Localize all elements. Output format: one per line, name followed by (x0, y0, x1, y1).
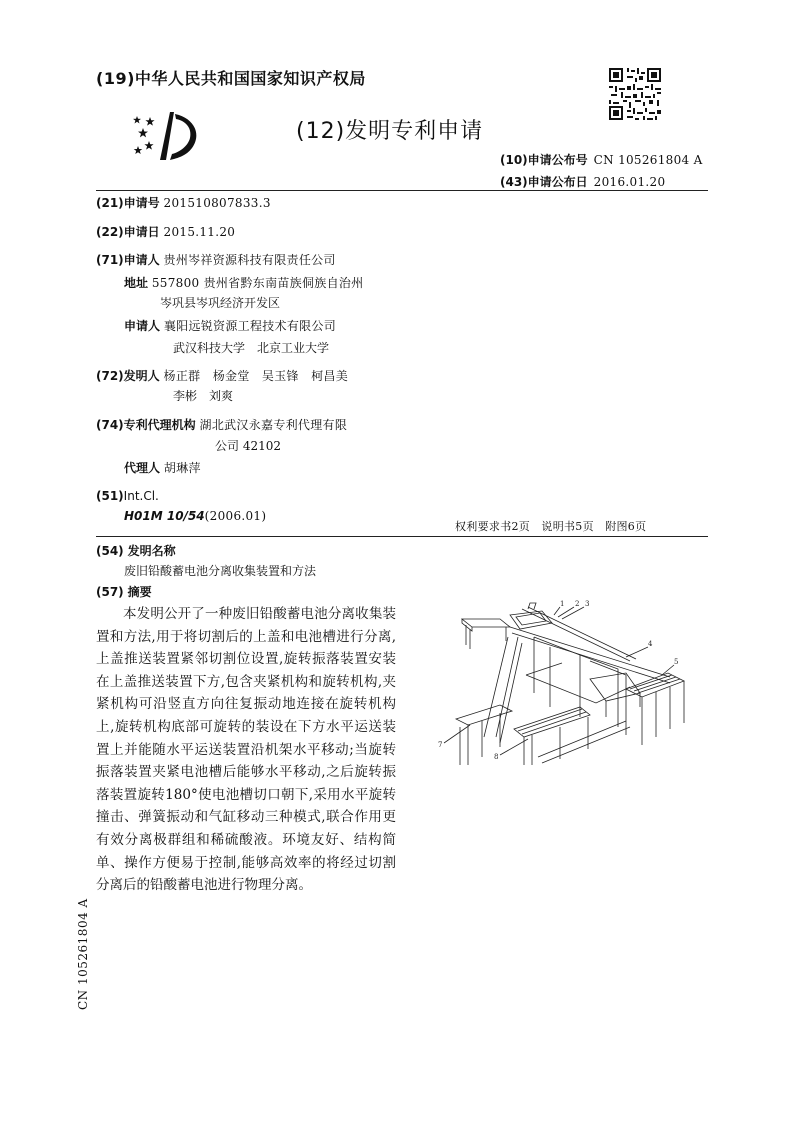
field-label: 申请号 (123, 196, 160, 210)
applicant-address (124, 273, 363, 293)
field-label: 申请人 (124, 319, 161, 333)
figure-label-8: 8 (494, 753, 499, 761)
int-cl (96, 486, 159, 506)
field-label: 代理人 (124, 461, 161, 475)
biblio-divider (96, 536, 708, 537)
figure-label-7: 7 (438, 741, 443, 749)
ipc-class (124, 506, 266, 526)
field-value: 2015.11.20 (163, 225, 236, 239)
side-publication-number (74, 900, 94, 1010)
field-value: 贵州岑祥资源科技有限责任公司 (163, 253, 336, 267)
page-counts: 权利要求书2页 说明书5页 附图6页 (455, 520, 647, 533)
figure-label-1: 1 (560, 600, 565, 608)
field-label: 发明名称 (127, 544, 176, 558)
publication-date-value: 2016.01.20 (593, 175, 666, 189)
figure-label-2: 2 (575, 600, 580, 608)
abstract-text: 本发明公开了一种废旧铅酸蓄电池分离收集装置和方法,用于将切割后的上盖和电池槽进行分离,上盖推送装置紧邻切割位设置,旋转振落装置安装在上盖推送装置下方,包含夹紧机构和旋转机构,夹紧机构可沿竖直方向往复振动地连接在旋转机构上,旋转机构底部可旋转的装设在下方水平运送装置上并能随水平运送装置沿机架水平移动;当旋转振落装置夹紧电池槽后能够水平移动,之后旋转振落装置旋转180°使电池槽切口朝下,采用水平旋转撞击、弹簧振动和气缸移动三种模式,联合作用更有效分离极群组和稀硫酸液。环境友好、结构简单、操作方便易于控制,能够高效率的将经过切割分离后的铅酸蓄电池进行物理分离。 (96, 606, 396, 894)
inventors-line2: 李彬 刘爽 (173, 389, 234, 403)
field-label: 申请日 (123, 225, 160, 239)
publication-date (500, 173, 665, 190)
ipc-version: (2006.01) (204, 509, 267, 523)
co-applicant-line2: 武汉科技大学 北京工业大学 (173, 341, 330, 355)
filing-date (96, 222, 235, 242)
field-code: (51) (96, 489, 124, 503)
field-code: (57) (96, 585, 124, 599)
field-value: 湖北武汉永嘉专利代理有限 (199, 418, 348, 432)
agency-line2: 公司 42102 (215, 439, 281, 453)
field-code: (54) (96, 544, 124, 558)
field-code: (22) (96, 225, 124, 239)
document-type: (12)发明专利申请 (296, 119, 484, 144)
publication-date-label: (43)申请公布日 (500, 175, 588, 189)
figure-label-5: 5 (674, 658, 679, 666)
publication-number (500, 151, 703, 168)
title-heading (96, 541, 176, 561)
side-text: CN 105261804 A (76, 898, 90, 1010)
field-label: 摘要 (127, 585, 152, 599)
field-code: (71) (96, 253, 124, 267)
invention-title: 废旧铅酸蓄电池分离收集装置和方法 (124, 564, 317, 578)
office-name: (19)中华人民共和国国家知识产权局 (96, 69, 366, 88)
field-code: (74) (96, 418, 124, 432)
field-label: 发明人 (123, 369, 160, 383)
inventors (96, 366, 348, 386)
apparatus-figure (430, 597, 700, 767)
field-value: 胡琳萍 (163, 461, 201, 475)
field-code: (21) (96, 196, 124, 210)
field-label: 专利代理机构 (123, 418, 196, 432)
qr-code-icon (609, 68, 661, 120)
co-applicant (124, 316, 336, 336)
field-label: Int.Cl. (123, 489, 159, 503)
ipc-code: H01M 10/54 (124, 509, 205, 523)
application-number (96, 193, 271, 213)
patent-agency (96, 415, 347, 435)
figure-label-3: 3 (585, 600, 590, 608)
field-value: 201510807833.3 (163, 196, 271, 210)
agent (124, 458, 201, 478)
figure-label-4: 4 (648, 640, 653, 648)
field-label: 地址 (124, 276, 149, 290)
field-value: 557800 贵州省黔东南苗族侗族自治州 (151, 276, 364, 290)
field-code: (72) (96, 369, 124, 383)
header-divider (96, 190, 708, 191)
applicant (96, 250, 336, 270)
patent-office-logo (130, 108, 206, 168)
field-label: 申请人 (123, 253, 160, 267)
publication-number-label: (10)申请公布号 (500, 153, 588, 167)
publication-number-value: CN 105261804 A (593, 153, 703, 167)
abstract-heading (96, 582, 152, 602)
field-value: 杨正群 杨金堂 吴玉锋 柯昌美 (163, 369, 349, 383)
address-line2: 岑巩县岑巩经济开发区 (160, 296, 281, 310)
field-value: 襄阳远锐资源工程技术有限公司 (163, 319, 337, 333)
